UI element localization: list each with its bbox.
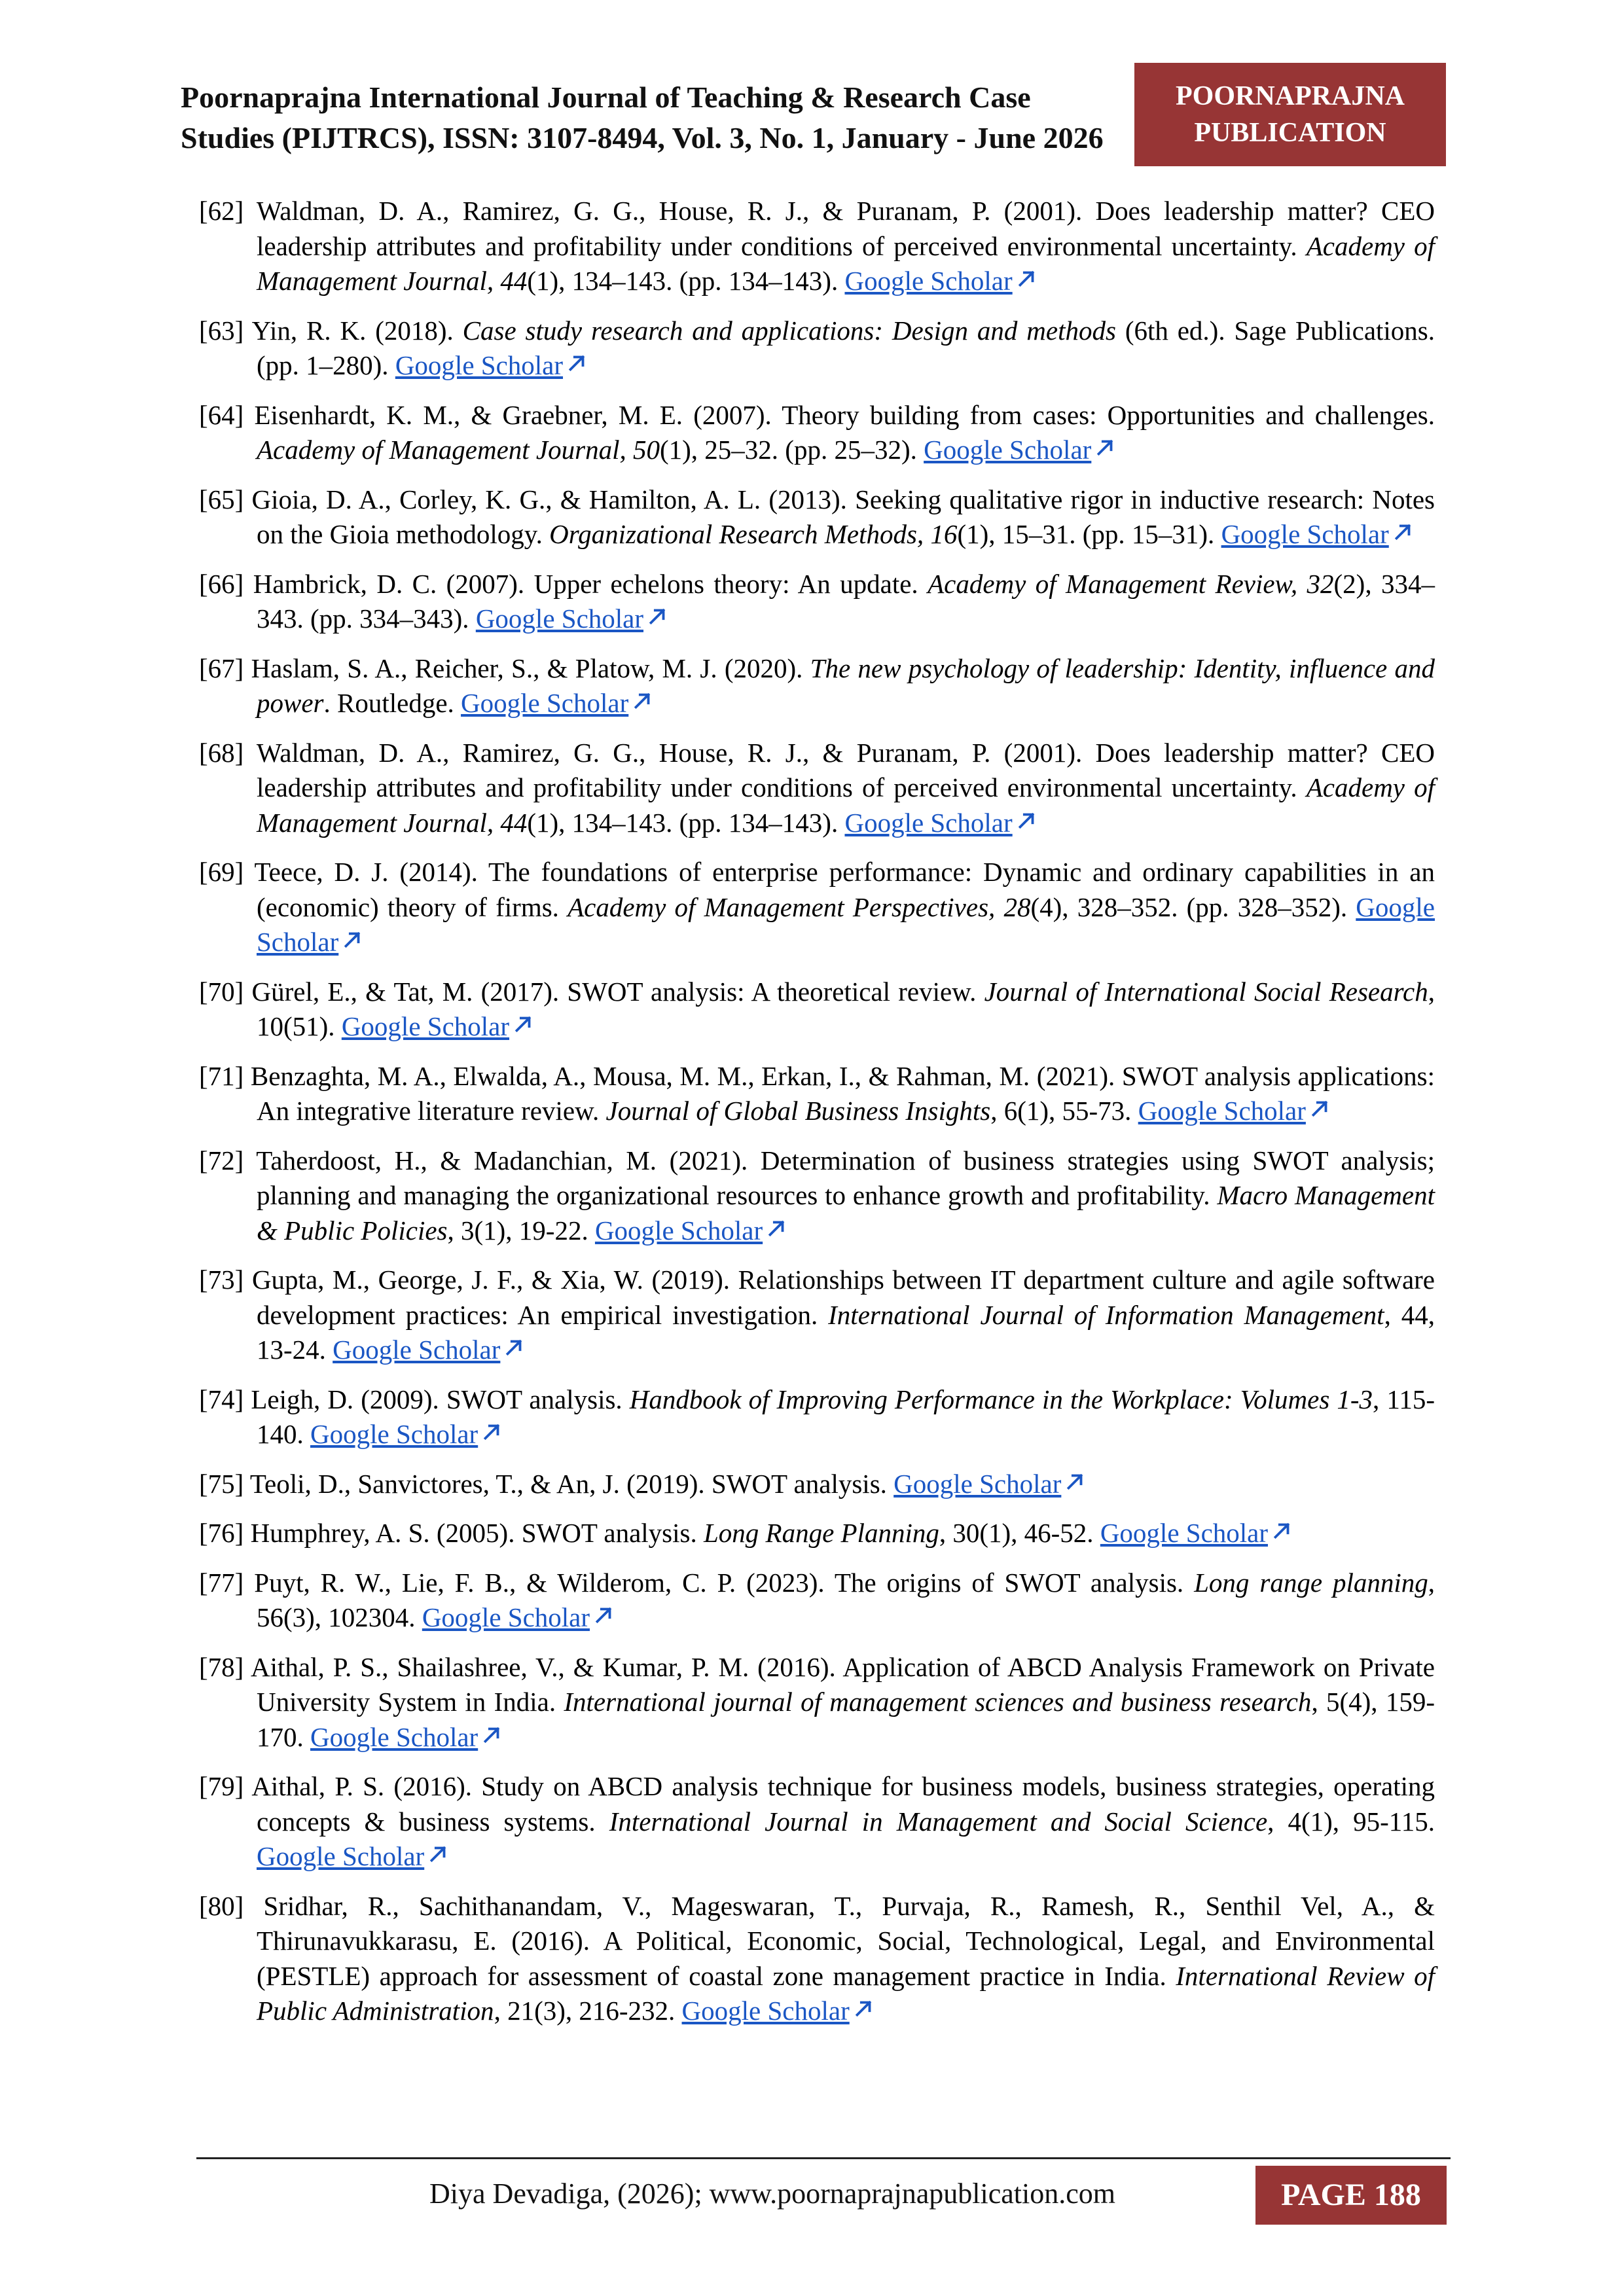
reference-number: [73] [199,1265,244,1295]
reference-number: [69] [199,857,244,887]
google-scholar-link[interactable] [595,1215,789,1246]
google-scholar-link-label: Google Scholar [257,1841,425,1871]
reference-source: International journal of management sciences and business research [564,1687,1312,1717]
reference-text: Haslam, S. A., Reicher, S., & Platow, M. J. (2020). [251,653,810,683]
external-link-icon [1014,266,1039,291]
reference-item [199,1566,1435,1636]
reference-text: Waldman, D. A., Ramirez, G. G., House, R. J., & Puranam, P. (2001). Does leadership matter? CEO leadership attributes and profitability under conditions of perceived environmental uncertainty. [256,196,1435,261]
reference-number: [74] [199,1384,244,1414]
reference-text: Hambrick, D. C. (2007). Upper echelons theory: An update. [253,568,928,599]
reference-details: , 4(1), 95-115. [1267,1806,1435,1837]
external-link-icon [340,927,365,952]
reference-item [199,1769,1435,1874]
reference-text: Teece, D. J. (2014). The foundations of enterprise performance: Dynamic and ordinary capabilities in an (economic) theory of firms. [254,857,1435,922]
external-link-icon [764,1216,789,1241]
reference-item [199,398,1435,468]
reference-item [199,194,1435,299]
reference-details: , 6(1), 55-73. [990,1096,1138,1126]
external-link-icon [564,351,589,376]
reference-source: International Journal in Management and Social Science [609,1806,1268,1837]
google-scholar-link[interactable] [893,1469,1087,1499]
google-scholar-link-label: Google Scholar [461,688,629,718]
reference-details: (6th ed.). Sage Publications. (pp. 1–280). [257,315,1435,380]
reference-source: The new psychology of leadership: Identity, influence and power [257,653,1435,718]
footer-citation: Diya Devadiga, (2026); www.poornaprajnapublication.com [429,2178,1115,2210]
reference-item [199,314,1435,384]
google-scholar-link-label: Google Scholar [310,1721,478,1752]
reference-details: , 30(1), 46-52. [939,1518,1100,1548]
reference-number: [70] [199,976,244,1007]
reference-item [199,736,1435,841]
reference-number: [75] [199,1468,244,1499]
reference-item [199,1382,1435,1452]
external-link-icon [645,604,670,629]
reference-number: [77] [199,1567,244,1598]
external-link-icon [630,689,655,713]
reference-source: Journal of International Social Research [984,976,1428,1007]
reference-text: Gürel, E., & Tat, M. (2017). SWOT analysis: A theoretical review. [251,976,984,1007]
reference-details: (1), 15–31. (pp. 15–31). [957,519,1221,549]
reference-details: , 10(51). [257,976,1435,1041]
reference-number: [66] [199,568,244,599]
external-link-icon [479,1723,504,1748]
reference-source: Academy of Management Journal, 50 [257,435,660,465]
reference-source: Long Range Planning [703,1518,939,1548]
reference-number: [64] [199,399,244,430]
google-scholar-link-label: Google Scholar [1100,1518,1269,1548]
reference-text: Puyt, R. W., Lie, F. B., & Wilderom, C. P. (2023). The origins of SWOT analysis. [254,1567,1195,1598]
google-scholar-link-label: Google Scholar [893,1468,1062,1499]
reference-number: [76] [199,1518,244,1548]
google-scholar-link-label: Google Scholar [257,891,1435,957]
reference-text: Yin, R. K. (2018). [251,315,463,346]
reference-source: Journal of Global Business Insights [605,1096,991,1126]
reference-item [199,1516,1435,1551]
reference-item [199,1059,1435,1129]
google-scholar-link-label: Google Scholar [924,435,1092,465]
google-scholar-link[interactable] [844,808,1038,838]
reference-details: (1), 25–32. (pp. 25–32). [659,435,924,465]
google-scholar-link[interactable] [682,1996,876,2026]
google-scholar-link[interactable] [342,1011,535,1041]
external-link-icon [501,1335,526,1360]
reference-number: [68] [199,737,244,768]
reference-text: Aithal, P. S., Shailashree, V., & Kumar, P. M. (2016). Application of ABCD Analysis Framework on Private University System in India. [251,1651,1435,1717]
reference-details: (1), 134–143. (pp. 134–143). [527,807,845,838]
page-number-badge: PAGE 188 [1255,2166,1447,2225]
google-scholar-link[interactable] [1221,519,1415,549]
reference-item [199,975,1435,1045]
google-scholar-link-label: Google Scholar [422,1602,590,1632]
reference-details: , 44, 13-24. [257,1299,1435,1365]
google-scholar-link-label: Google Scholar [341,1011,510,1041]
footer-divider [196,2157,1451,2159]
google-scholar-link[interactable] [333,1335,526,1365]
reference-details: , 3(1), 19-22. [447,1215,595,1246]
google-scholar-link[interactable] [310,1419,504,1449]
reference-text: Gioia, D. A., Corley, K. G., & Hamilton, A. L. (2013). Seeking qualitative rigor in inductive research: Notes on the Gioia methodology. [251,484,1435,549]
reference-item [199,651,1435,721]
google-scholar-link[interactable] [1138,1096,1332,1126]
reference-number: [80] [199,1890,244,1921]
reference-number: [65] [199,484,244,514]
google-scholar-link[interactable] [257,1841,450,1871]
external-link-icon [1269,1518,1294,1543]
reference-details: (2), 334–343. (pp. 334–343). [257,568,1435,634]
google-scholar-link-label: Google Scholar [395,350,564,380]
external-link-icon [1390,520,1415,545]
google-scholar-link-label: Google Scholar [310,1419,478,1449]
reference-source: International Review of Public Administration [257,1960,1435,2026]
google-scholar-link[interactable] [1100,1518,1294,1548]
reference-item [199,482,1435,552]
google-scholar-link[interactable] [310,1722,504,1752]
google-scholar-link-label: Google Scholar [475,603,644,634]
publisher-badge [1134,63,1446,166]
journal-title-line-1: Poornaprajna International Journal of Teaching & Research Case [181,81,1031,114]
reference-number: [62] [199,196,244,226]
external-link-icon [1092,435,1117,460]
reference-number: [79] [199,1771,244,1801]
google-scholar-link-label: Google Scholar [594,1215,763,1246]
reference-details: . Routledge. [323,688,461,718]
reference-details: , 56(3), 102304. [257,1567,1435,1632]
google-scholar-link[interactable] [924,435,1117,465]
reference-list [199,194,1435,2043]
reference-source: International Journal of Information Management [828,1299,1384,1330]
reference-number: [78] [199,1651,244,1682]
reference-source: Academy of Management Perspectives, 28 [568,891,1031,922]
reference-source: Academy of Management Review, 32 [928,568,1334,599]
reference-source: Academy of Management Journal, 44 [257,772,1435,838]
reference-details: , 115-140. [257,1384,1435,1449]
external-link-icon [1014,808,1039,833]
reference-item [199,1650,1435,1755]
reference-item [199,1889,1435,2029]
reference-source: Case study research and applications: Design and methods [462,315,1116,346]
reference-details: (1), 134–143. (pp. 134–143). [527,266,845,296]
google-scholar-link[interactable] [844,266,1038,296]
reference-source: Organizational Research Methods, 16 [549,519,958,549]
reference-text: Sridhar, R., Sachithanandam, V., Mageswaran, T., Purvaja, R., Ramesh, R., Senthil Vel, A., & Thirunavukkarasu, E. (2016). A Political, Economic, Social, Technological, Legal, and Environmental (PESTLE) approach for assessment of coastal zone management practice in India. [257,1890,1435,1991]
google-scholar-link-label: Google Scholar [844,266,1013,296]
google-scholar-link[interactable] [422,1602,616,1632]
external-link-icon [511,1012,535,1037]
reference-text: Eisenhardt, K. M., & Graebner, M. E. (2007). Theory building from cases: Opportunities and challenges. [254,399,1435,430]
reference-source: Handbook of Improving Performance in the Workplace: Volumes 1-3 [629,1384,1373,1414]
reference-details: (4), 328–352. (pp. 328–352). [1030,891,1356,922]
publisher-badge-line-2: PUBLICATION [1194,118,1386,148]
external-link-icon [1307,1096,1332,1121]
reference-item [199,567,1435,637]
reference-item [199,1263,1435,1368]
google-scholar-link-label: Google Scholar [681,1996,850,2026]
reference-details: , 21(3), 216-232. [494,1996,682,2026]
external-link-icon [479,1420,504,1444]
google-scholar-link[interactable] [476,603,670,634]
journal-title-line-2: Studies (PIJTRCS), ISSN: 3107-8494, Vol. 3, No. 1, January - June 2026 [181,121,1104,154]
reference-text: Humphrey, A. S. (2005). SWOT analysis. [250,1518,704,1548]
reference-item [199,855,1435,960]
reference-text: Gupta, M., George, J. F., & Xia, W. (2019). Relationships between IT department culture and agile software development practices: An empirical investigation. [251,1265,1435,1330]
reference-source: Macro Management & Public Policies [257,1180,1435,1246]
reference-number: [71] [199,1060,244,1091]
google-scholar-link-label: Google Scholar [333,1335,501,1365]
reference-number: [72] [199,1145,244,1175]
reference-text: Aithal, P. S. (2016). Study on ABCD analysis technique for business models, business strategies, operating concepts & business systems. [251,1771,1435,1837]
external-link-icon [425,1842,450,1867]
reference-text: Leigh, D. (2009). SWOT analysis. [251,1384,630,1414]
reference-number: [63] [199,315,244,346]
google-scholar-link[interactable] [461,688,655,718]
google-scholar-link[interactable] [395,350,589,380]
google-scholar-link-label: Google Scholar [1138,1096,1306,1126]
reference-details: , 5(4), 159-170. [257,1687,1435,1752]
reference-source: Academy of Management Journal, 44 [257,230,1435,296]
publisher-badge-line-1: POORNAPRAJNA [1176,81,1405,111]
reference-text: Teoli, D., Sanvictores, T., & An, J. (2019). SWOT analysis. [249,1468,894,1499]
reference-text: Benzaghta, M. A., Elwalda, A., Mousa, M. M., Erkan, I., & Rahman, M. (2021). SWOT analysis applications: An integrative literature review. [250,1060,1435,1126]
reference-source: Long range planning [1194,1567,1428,1598]
reference-text: Waldman, D. A., Ramirez, G. G., House, R. J., & Puranam, P. (2001). Does leadership matter? CEO leadership attributes and profitability under conditions of perceived environmental uncertainty. [256,737,1435,802]
reference-item [199,1467,1435,1502]
external-link-icon [1062,1469,1087,1494]
reference-text: Taherdoost, H., & Madanchian, M. (2021). Determination of business strategies using SWOT analysis; planning and managing the organizational resources to enhance growth and profitability. [256,1145,1435,1210]
google-scholar-link-label: Google Scholar [844,807,1013,838]
google-scholar-link-label: Google Scholar [1221,519,1389,549]
external-link-icon [851,1996,876,2021]
reference-item [199,1143,1435,1249]
external-link-icon [591,1603,616,1628]
reference-number: [67] [199,653,244,683]
journal-header [181,77,1136,158]
